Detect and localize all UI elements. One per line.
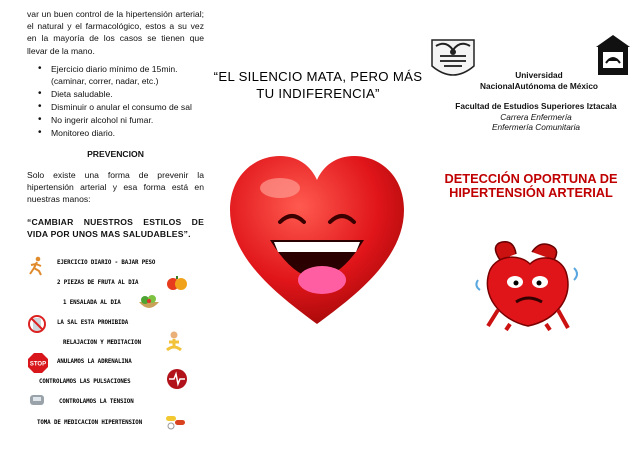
tips-list bbox=[27, 63, 204, 139]
infographic-label: CONTROLAMOS LA TENSION bbox=[59, 399, 134, 405]
infographic-label: EJERCICIO DIARIO - BAJAR PESO bbox=[57, 260, 156, 266]
infographic-label: RELAJACION Y MEDITACION bbox=[63, 340, 141, 346]
tip-item: • Dieta saludable. bbox=[51, 88, 204, 100]
stop-sign-icon bbox=[27, 352, 49, 374]
infographic-row bbox=[27, 375, 191, 393]
faculty-block bbox=[446, 101, 626, 133]
university-block bbox=[454, 70, 624, 91]
stop-sign-text: STOP bbox=[29, 361, 47, 368]
subject-name: Enfermería Comunitaria bbox=[491, 122, 581, 132]
right-panel bbox=[424, 0, 638, 452]
infographic-row bbox=[27, 296, 191, 314]
infographic-row bbox=[27, 336, 191, 354]
tip-item: • No ingerir alcohol ni fumar. bbox=[51, 114, 204, 126]
infographic-label: 2 PIEZAS DE FRUTA AL DIA bbox=[57, 280, 139, 286]
runner-icon bbox=[27, 256, 45, 276]
no-salt-icon bbox=[27, 314, 47, 334]
career-name: Carrera Enfermería bbox=[500, 111, 572, 122]
slogan: “CAMBIAR NUESTROS ESTILOS DE VIDA POR UNOS MAS SALUDABLES”. bbox=[27, 216, 204, 240]
tip-item: • Disminuir o anular el consumo de sal bbox=[51, 101, 204, 113]
fruit-icon bbox=[165, 272, 189, 294]
laughing-heart-icon bbox=[222, 148, 412, 328]
university-line1: Universidad bbox=[515, 70, 563, 80]
infographic-label: LA SAL ESTA PROHIBIDA bbox=[57, 320, 129, 326]
infographic-row bbox=[27, 416, 191, 434]
tip-item: • Ejercicio diario mínimo de 15min. (caminar, correr, nadar, etc.) bbox=[51, 63, 204, 87]
meditation-icon bbox=[161, 330, 187, 356]
infographic-label: CONTROLAMOS LAS PULSACIONES bbox=[39, 379, 131, 385]
blood-pressure-icon bbox=[27, 391, 49, 411]
healthy-habits-infographic bbox=[27, 256, 191, 442]
pills-icon bbox=[163, 410, 189, 432]
heart-monitor-icon bbox=[165, 367, 189, 391]
infographic-label: ANULAMOS LA ADRENALINA bbox=[57, 359, 132, 365]
faculty-name: Facultad de Estudios Superiores Iztacala bbox=[455, 101, 617, 111]
university-line2: NacionalAutónoma de México bbox=[479, 80, 599, 91]
infographic-label: 1 ENSALADA AL DIA bbox=[63, 300, 121, 306]
prevention-paragraph: Solo existe una forma de prevenir la hipertensión arterial y esa forma está en nuestras manos: bbox=[27, 170, 204, 205]
salad-icon bbox=[137, 292, 161, 314]
prevention-heading: PREVENCION bbox=[87, 148, 144, 159]
tip-item: • Monitoreo diario. bbox=[51, 127, 204, 139]
brochure-title: DETECCIÓN OPORTUNA DE HIPERTENSIÓN ARTERIAL bbox=[444, 171, 618, 200]
intro-paragraph: var un buen control de la hipertensión arterial; el natural y el farmacológico, estos a su vez en la mayoría de los casos se tienen que llevar de la mano. bbox=[27, 9, 204, 56]
middle-panel bbox=[212, 0, 424, 452]
campaign-quote: “EL SILENCIO MATA, PERO MÁS TU INDIFERENCIA” bbox=[213, 69, 423, 101]
infographic-label: TOMA DE MEDICACION HIPERTENSION bbox=[37, 420, 143, 426]
infographic-row bbox=[27, 276, 191, 294]
sick-heart-icon bbox=[470, 240, 588, 332]
